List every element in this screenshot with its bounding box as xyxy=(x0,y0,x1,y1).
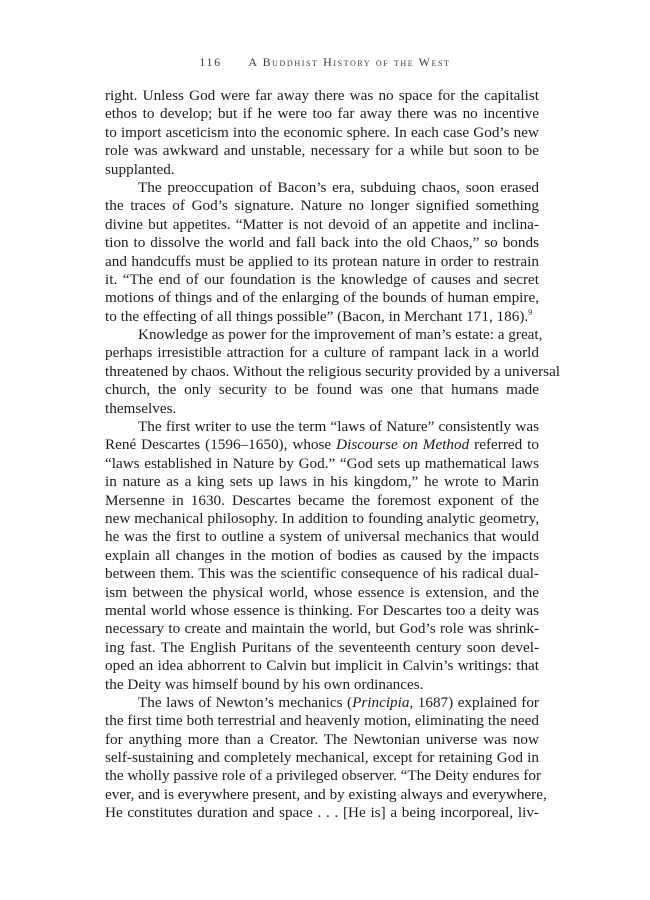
text-line: ism between the physical world, whose essence is extension, and the xyxy=(105,583,539,601)
text-line: right. Unless God were far away there was no space for the capitalist xyxy=(105,87,539,104)
text-line: necessary to create and maintain the world, but God’s role was shrink- xyxy=(105,620,539,638)
text-line: themselves. xyxy=(105,399,177,417)
text-line: Mersenne in 1630. Descartes became the foremost exponent of the xyxy=(105,491,539,509)
text-segment: René Descartes (1596–1650), whose xyxy=(105,436,337,454)
book-title: A Buddhist History of the West xyxy=(248,55,451,69)
text-line: he was the first to outline a system of universal mechanics that would xyxy=(105,528,539,546)
text-line: “laws established in Nature by God.” “God sets up mathematical laws xyxy=(105,454,539,472)
page-number: 116 xyxy=(199,55,222,69)
text-line: and handcuffs must be applied to its protean nature in order to restrain xyxy=(105,252,539,270)
text-line: tion to dissolve the world and fall back into the old Chaos,” so bonds xyxy=(105,234,539,252)
text-line: supplanted. xyxy=(105,160,175,178)
text-line: the Deity was himself bound by his own ordinances. xyxy=(105,675,424,693)
book-title-italic: Principia, xyxy=(352,693,414,711)
text-line: The first writer to use the term “laws of Nature” consistently was xyxy=(138,418,539,436)
text-segment: referred to xyxy=(469,436,539,454)
text-line xyxy=(105,436,539,454)
text-line: the wholly passive role of a privileged observer. “The Deity endures for xyxy=(105,767,542,785)
text-line: ever, and is everywhere present, and by existing always and everywhere, xyxy=(105,785,547,803)
text-line: Knowledge as power for the improvement of man’s estate: a great, xyxy=(138,326,543,344)
footnote-marker: 9 xyxy=(528,307,533,317)
text-line: The preoccupation of Bacon’s era, subduing chaos, soon erased xyxy=(138,178,539,196)
text-line: threatened by chaos. Without the religious security provided by a universal xyxy=(105,362,561,380)
text-line: ing fast. The English Puritans of the seventeenth century soon devel- xyxy=(105,638,539,656)
text-segment: to the effecting of all things possible” (Bacon, in Merchant 171, 186). xyxy=(105,307,529,325)
text-line: role was awkward and unstable, necessary for a while but soon to be xyxy=(105,142,539,160)
text-line: in nature as a king sets up laws in his kingdom,” he wrote to Marin xyxy=(105,473,539,491)
text-line: mental world whose essence is thinking. For Descartes too a deity was xyxy=(105,601,539,619)
text-line: between them. This was the scientific consequence of his radical dual- xyxy=(105,565,539,583)
text-line: to import asceticism into the economic sphere. In each case God’s new xyxy=(105,123,539,141)
text-line: ethos to develop; but if he were too far away there was no incentive xyxy=(105,105,539,123)
text-segment: The laws of Newton’s mechanics ( xyxy=(138,693,353,711)
text-line: divine but appetites. “Matter is not devoid of an appetite and inclina- xyxy=(105,215,539,233)
text-line: the first time both terrestrial and heavenly motion, eliminating the need xyxy=(105,712,539,730)
running-head xyxy=(0,55,650,70)
text-line: the traces of God’s signature. Nature no longer signified something xyxy=(105,197,539,215)
book-title-italic: Discourse on Method xyxy=(336,436,470,454)
text-line xyxy=(105,694,539,712)
text-line: perhaps irresistible attraction for a culture of rampant lack in a world xyxy=(105,344,539,362)
body-text xyxy=(105,87,561,823)
text-line: new mechanical philosophy. In addition to founding analytic geometry, xyxy=(105,509,539,527)
text-line: self-sustaining and completely mechanical, except for retaining God in xyxy=(105,749,539,767)
text-line: oped an idea abhorrent to Calvin but implicit in Calvin’s writings: that xyxy=(105,657,539,675)
text-line: for anything more than a Creator. The Newtonian universe was now xyxy=(105,730,539,748)
text-line: explain all changes in the motion of bodies as caused by the impacts xyxy=(105,546,539,564)
text-line xyxy=(105,308,539,326)
text-line: motions of things and of the enlarging of the bounds of human empire, xyxy=(105,289,539,307)
text-line: He constitutes duration and space . . . [He is] a being incorporeal, liv- xyxy=(105,804,539,822)
text-line: church, the only security to be found was one that humans made xyxy=(105,381,539,399)
text-line: it. “The end of our foundation is the knowledge of causes and secret xyxy=(105,270,539,288)
text-segment: 1687) explained for xyxy=(413,693,539,711)
